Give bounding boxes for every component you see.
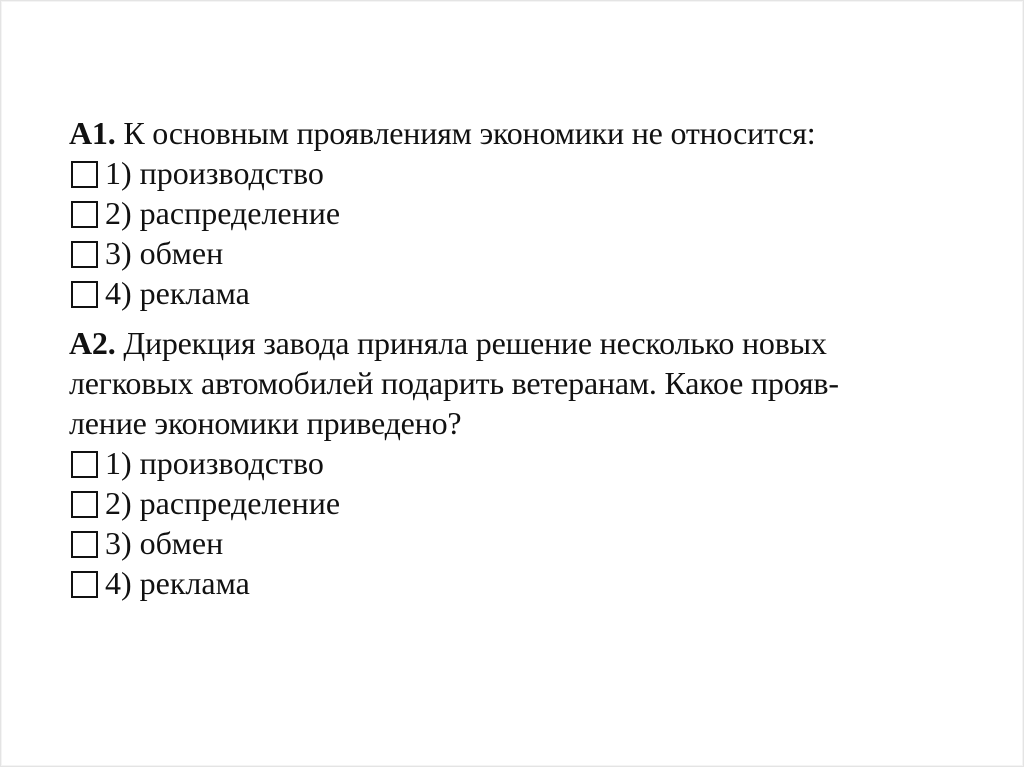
- checkbox[interactable]: [71, 281, 98, 308]
- answer-option-a2-3[interactable]: [69, 523, 969, 563]
- option-label: 1) производство: [105, 444, 324, 481]
- answer-option-a2-4[interactable]: [69, 563, 969, 603]
- checkbox[interactable]: [71, 241, 98, 268]
- option-label: 1) производство: [105, 154, 324, 191]
- answer-option-a1-4[interactable]: [69, 273, 969, 313]
- option-label: 3) обмен: [105, 234, 224, 271]
- option-label: 2) распределение: [105, 484, 341, 521]
- checkbox[interactable]: [71, 201, 98, 228]
- question-number: A2.: [69, 325, 116, 361]
- question-line: Дирекция завода приняла решение несколько новых: [123, 325, 827, 361]
- option-label: 4) реклама: [105, 274, 250, 311]
- question-a1: [69, 113, 969, 313]
- checkbox[interactable]: [71, 491, 98, 518]
- question-number: A1.: [69, 115, 116, 151]
- checkbox[interactable]: [71, 451, 98, 478]
- question-line: К основным проявлениям экономики не относится:: [123, 115, 816, 151]
- answer-option-a1-3[interactable]: [69, 233, 969, 273]
- question-a2-text-line-3: ление экономики приведено?: [69, 405, 462, 441]
- spacer: [69, 313, 969, 323]
- option-label: 2) распределение: [105, 194, 341, 231]
- question-a2-text-line-2: легковых автомобилей подарить ветеранам. Какое прояв-: [69, 365, 839, 401]
- checkbox[interactable]: [71, 531, 98, 558]
- checkbox[interactable]: [71, 571, 98, 598]
- question-a2: [69, 323, 969, 603]
- answer-option-a1-2[interactable]: [69, 193, 969, 233]
- answer-option-a2-1[interactable]: [69, 443, 969, 483]
- option-label: 3) обмен: [105, 524, 224, 561]
- answer-option-a2-2[interactable]: [69, 483, 969, 523]
- question-a1-text: [69, 113, 969, 153]
- checkbox[interactable]: [71, 161, 98, 188]
- test-content: [69, 113, 969, 603]
- answer-option-a1-1[interactable]: [69, 153, 969, 193]
- option-label: 4) реклама: [105, 564, 250, 601]
- question-a2-text-line-1: [69, 323, 969, 363]
